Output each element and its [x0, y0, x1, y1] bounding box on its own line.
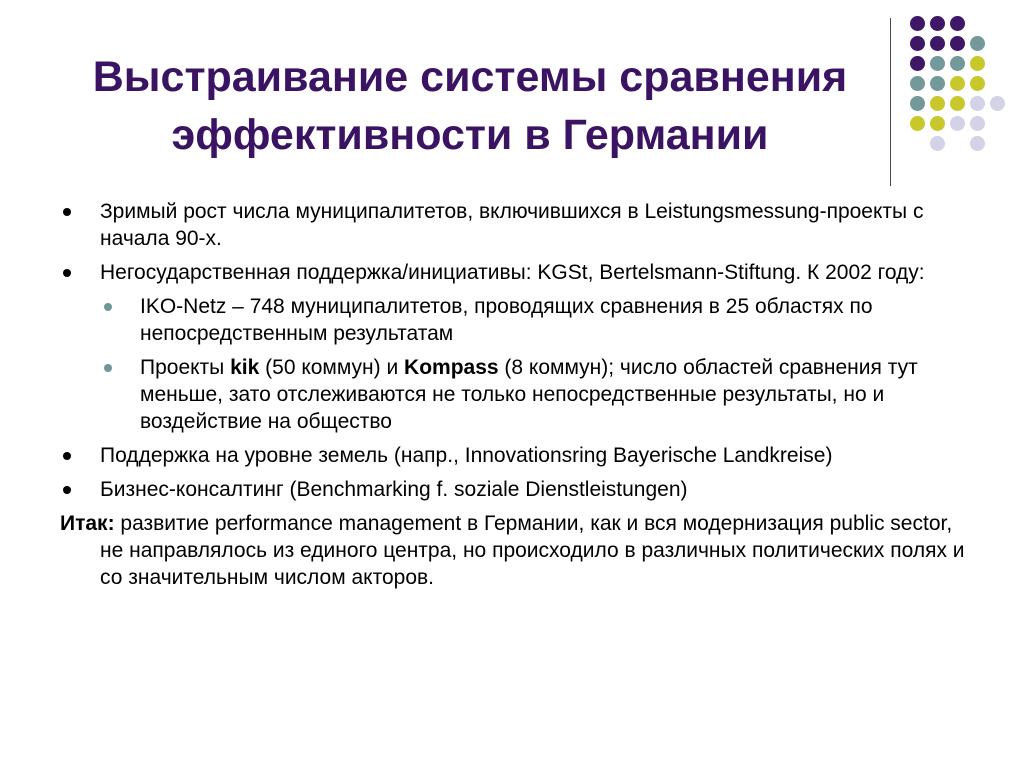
summary-paragraph — [60, 510, 980, 591]
decor-dot — [930, 116, 945, 131]
decor-dot — [970, 96, 985, 111]
decor-dot — [950, 16, 965, 31]
decor-dot — [970, 56, 985, 71]
decor-dot — [910, 56, 925, 71]
decor-dot — [950, 116, 965, 131]
bullet-dot-icon — [63, 486, 71, 494]
sub-bullet-dot-icon — [104, 303, 112, 311]
decor-dot — [910, 96, 925, 111]
decor-dot — [910, 16, 925, 31]
decor-dot — [930, 16, 945, 31]
slide-title: Выстраивание системы сравнения эффективности в Германии — [92, 53, 848, 159]
sub-bullet-item — [60, 293, 980, 347]
decor-dot — [950, 96, 965, 111]
slide-body — [60, 198, 980, 591]
decor-dot — [910, 76, 925, 91]
bullet-text: Бизнес-консалтинг (Benchmarking f. soziale Dienstleistungen) — [100, 478, 688, 501]
decor-dot — [970, 36, 985, 51]
decor-dot — [930, 36, 945, 51]
bullet-dot-icon — [63, 208, 71, 216]
decor-dot — [950, 36, 965, 51]
summary-text: развитие performance management в Германии, как и вся модернизация public sector, не направлялось из единого центра, но происходило в различных политических полях и со значительным числом акторов. — [100, 512, 965, 589]
sub-bullet-item — [60, 354, 980, 435]
decor-dot — [930, 96, 945, 111]
divider-line — [890, 18, 891, 186]
kik-project-name: kik — [230, 356, 260, 379]
decor-dot — [970, 116, 985, 131]
sub-bullet-dot-icon — [104, 364, 112, 372]
bullet-item — [60, 198, 980, 252]
text-run: Проекты — [140, 356, 231, 379]
text-run: (8 коммун); число областей сравнения тут меньше, зато отслеживаются не только непосредственные результаты, но и воздействие на общество — [140, 356, 918, 433]
bullet-text: Негосударственная поддержка/инициативы: KGSt, Bertelsmann-Stiftung. К 2002 году: — [100, 261, 925, 284]
bullet-item — [60, 259, 980, 286]
summary-label: Итак: — [60, 512, 115, 535]
decor-dot — [970, 136, 985, 151]
kompass-project-name: Kompass — [404, 356, 499, 379]
text-run: (50 коммун) и — [259, 356, 405, 379]
decor-dot — [950, 76, 965, 91]
decor-dot — [910, 116, 925, 131]
bullet-text: Зримый рост числа муниципалитетов, включившихся в Leistungsmessung-проекты с начала 90-х. — [100, 200, 924, 250]
decor-dot — [930, 136, 945, 151]
decor-dot — [990, 96, 1005, 111]
decor-dot — [970, 76, 985, 91]
bullet-item — [60, 476, 980, 503]
bullet-dot-icon — [63, 269, 71, 277]
sub-bullet-text — [140, 356, 918, 433]
sub-bullet-text: IKO-Netz – 748 муниципалитетов, проводящих сравнения в 25 областях по непосредственным результатам — [140, 295, 873, 345]
decor-dot — [930, 76, 945, 91]
bullet-dot-icon — [63, 452, 71, 460]
decor-dot — [930, 56, 945, 71]
decor-dot — [950, 56, 965, 71]
bullet-text: Поддержка на уровне земель (напр., Innovationsring Bayerische Landkreise) — [100, 444, 833, 467]
decor-dot — [910, 36, 925, 51]
bullet-item — [60, 442, 980, 469]
